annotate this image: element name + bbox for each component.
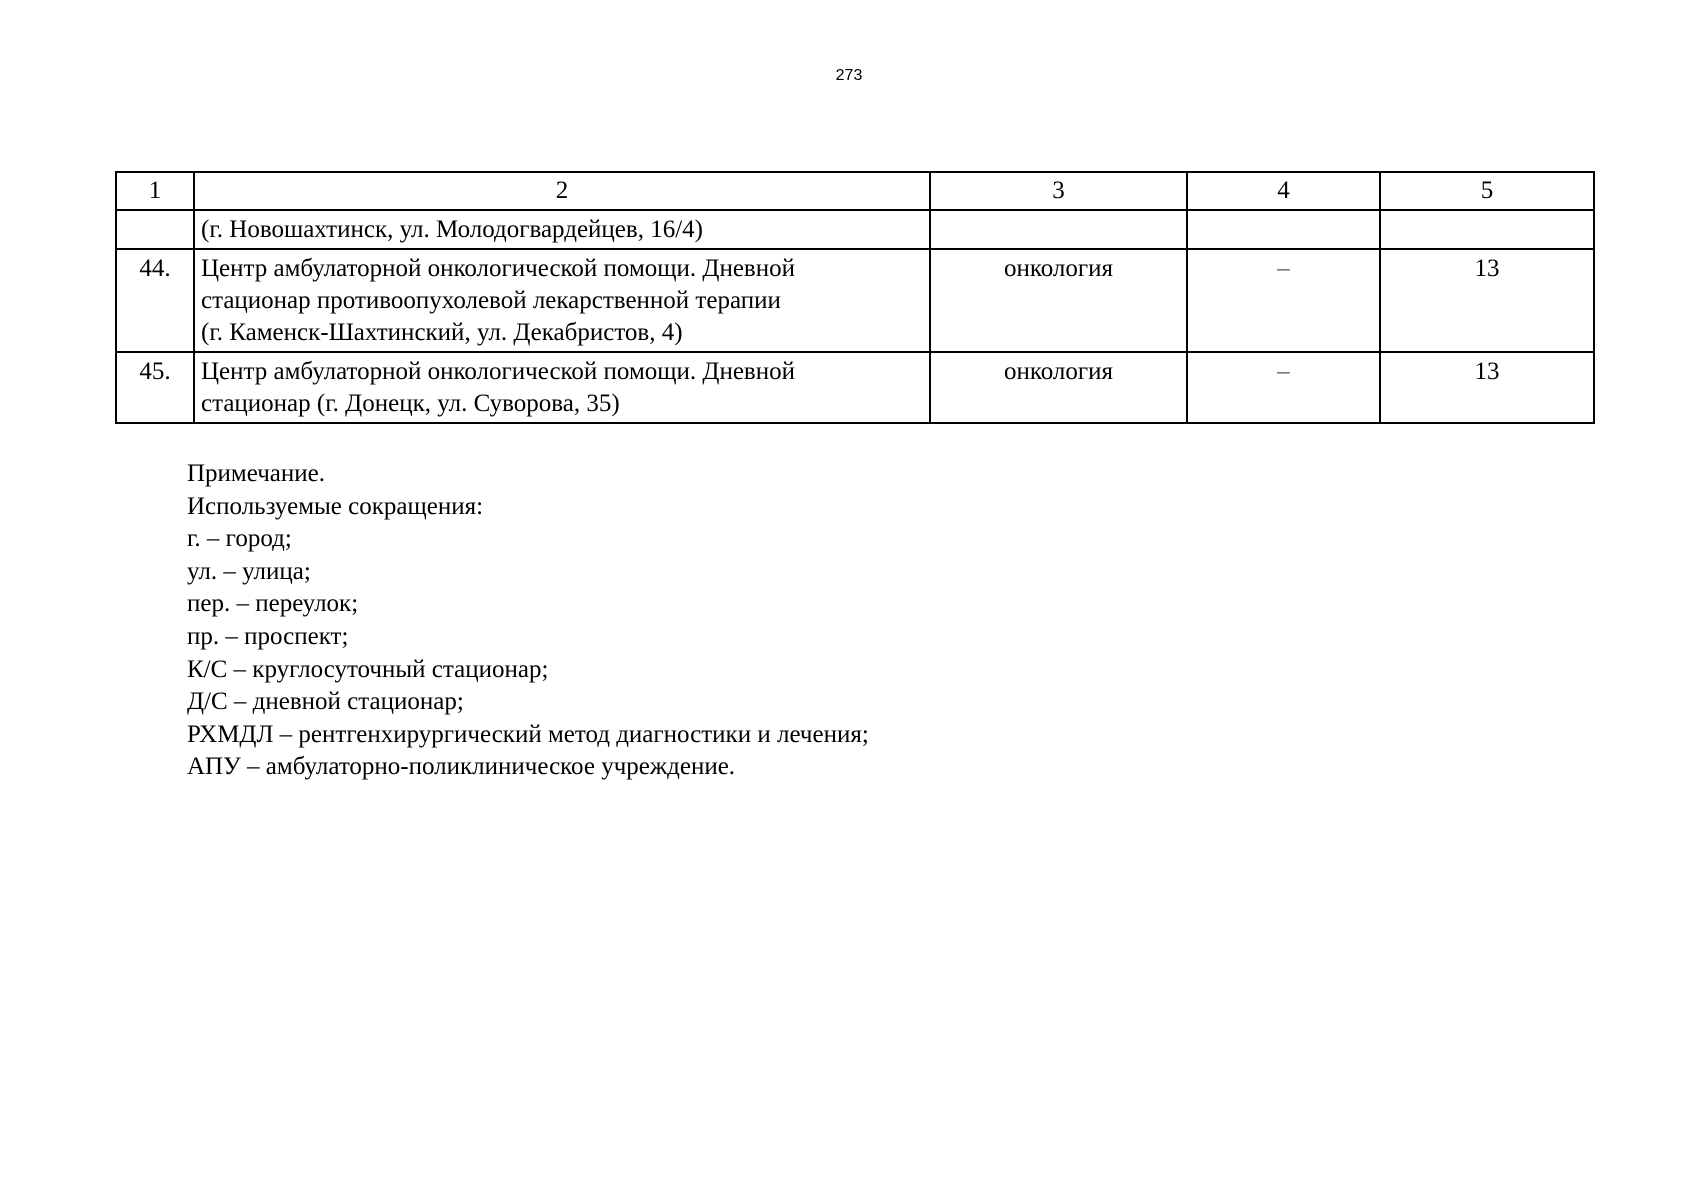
profile-cell xyxy=(930,210,1187,249)
facility-name xyxy=(194,352,930,423)
row-number: 44. xyxy=(116,249,194,352)
col5-cell: 13 xyxy=(1380,249,1594,352)
column-header-3: 3 xyxy=(930,172,1187,210)
notes-title: Примечание. xyxy=(187,460,326,487)
page-number: 273 xyxy=(835,67,863,84)
facilities-table xyxy=(115,171,1595,424)
profile-cell: онкология xyxy=(930,352,1187,423)
abbreviation-item: ул. – улица; xyxy=(187,557,311,585)
table-row xyxy=(116,210,1594,249)
abbreviation-item: Д/С – дневной стационар; xyxy=(187,688,464,716)
column-header-5: 5 xyxy=(1380,172,1594,210)
notes-subtitle: Используемые сокращения: xyxy=(187,492,484,520)
abbreviation-item: пер. – переулок; xyxy=(187,590,359,618)
table-row xyxy=(116,249,1594,352)
row-number xyxy=(116,210,194,249)
row-number: 45. xyxy=(116,352,194,423)
column-header-2: 2 xyxy=(194,172,930,210)
facility-name-line: (г. Каменск-Шахтинский, ул. Декабристов, 4) xyxy=(201,319,683,346)
facility-name-line: Центр амбулаторной онкологической помощи. Дневной xyxy=(201,358,795,385)
facility-name-line: стационар противоопухолевой лекарственной терапии xyxy=(201,287,781,314)
col4-cell: – xyxy=(1187,352,1380,423)
table-row xyxy=(116,352,1594,423)
table-header-row xyxy=(116,172,1594,210)
abbreviation-item: пр. – проспект; xyxy=(187,622,349,650)
facility-name-line: стационар (г. Донецк, ул. Суворова, 35) xyxy=(201,390,620,417)
facility-name-line: Центр амбулаторной онкологической помощи. Дневной xyxy=(201,255,795,282)
notes-section xyxy=(187,458,869,784)
facility-name xyxy=(194,249,930,352)
profile-cell: онкология xyxy=(930,249,1187,352)
col5-cell xyxy=(1380,210,1594,249)
abbreviation-item: РХМДЛ – рентгенхирургический метод диагностики и лечения; xyxy=(187,720,869,748)
col5-cell: 13 xyxy=(1380,352,1594,423)
abbreviation-item: г. – город; xyxy=(187,525,292,553)
facility-name xyxy=(194,210,930,249)
abbreviation-item: АПУ – амбулаторно-поликлиническое учреждение. xyxy=(187,753,736,781)
col4-cell: – xyxy=(1187,249,1380,352)
column-header-1: 1 xyxy=(116,172,194,210)
col4-cell xyxy=(1187,210,1380,249)
column-header-4: 4 xyxy=(1187,172,1380,210)
facility-name-line: (г. Новошахтинск, ул. Молодогвардейцев, 16/4) xyxy=(201,216,703,243)
abbreviation-item: К/С – круглосуточный стационар; xyxy=(187,655,549,683)
